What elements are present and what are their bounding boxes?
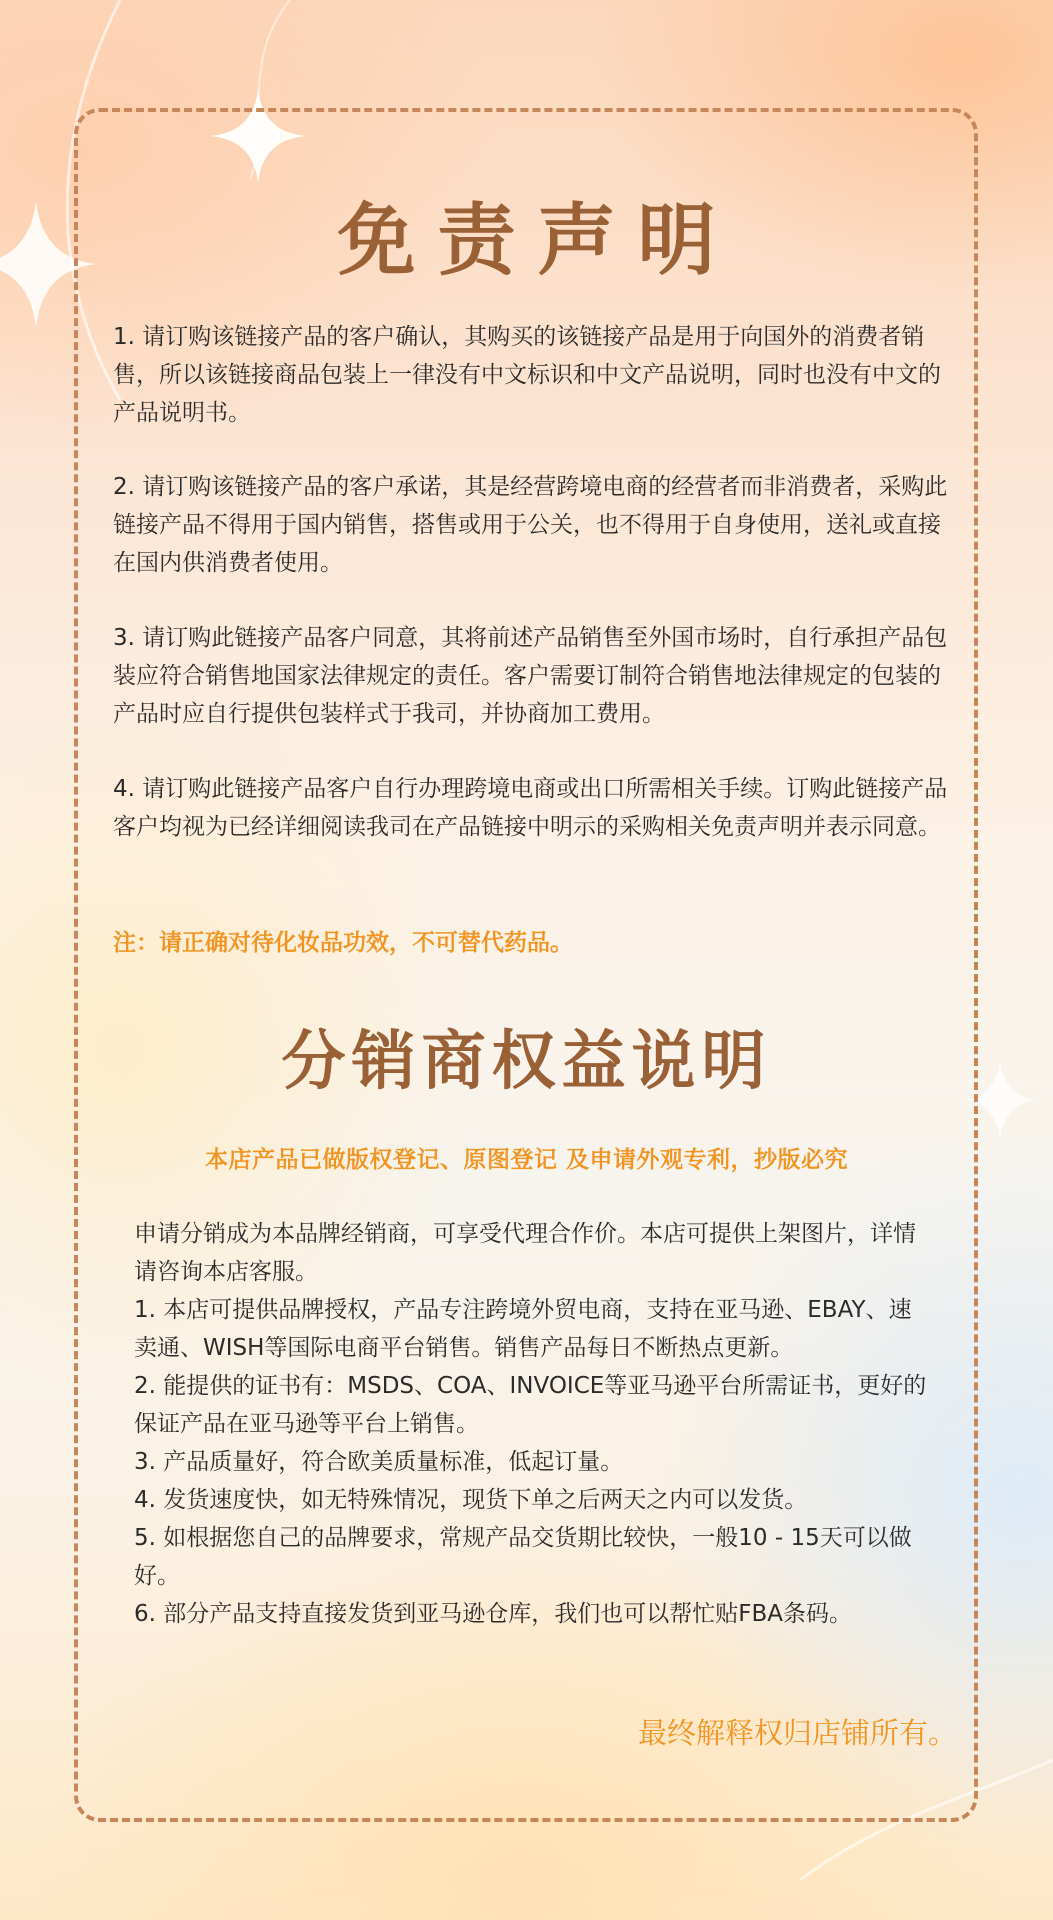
distributor-title: 分销商权益说明 (281, 1024, 772, 1099)
disclaimer-item-2: 2. 请订购该链接产品的客户承诺，其是经营跨境电商的经营者而非消费者，采购此链接产品不得用于国内销售，搭售或用于公关，也不得用于自身使用，送礼或直接在国内供消费者使用。 (113, 474, 948, 576)
distributor-item-4: 4. 发货速度快，如无特殊情况，现货下单之后两天之内可以发货。 (134, 1487, 808, 1513)
distributor-intro: 申请分销成为本品牌经销商，可享受代理合作价。本店可提供上架图片，详情请咨询本店客服。 (134, 1221, 916, 1285)
distributor-list (134, 1215, 934, 1633)
distributor-item-3: 3. 产品质量好，符合欧美质量标准，低起订量。 (134, 1449, 624, 1475)
distributor-item-2: 2. 能提供的证书有：MSDS、COA、INVOICE等亚马逊平台所需证书，更好的保证产品在亚马逊等平台上销售。 (134, 1373, 927, 1437)
disclaimer-item-1: 1. 请订购该链接产品的客户确认，其购买的该链接产品是用于向国外的消费者销售，所以该链接商品包装上一律没有中文标识和中文产品说明，同时也没有中文的产品说明书。 (113, 324, 941, 426)
disclaimer-title: 免责声明 (337, 195, 738, 286)
distributor-item-5: 5. 如根据您自己的品牌要求，常规产品交货期比较快，一般10 - 15天可以做好。 (134, 1525, 912, 1589)
copyright-banner: 本店产品已做版权登记、原图登记 及申请外观专利，抄版必究 (204, 1147, 848, 1173)
distributor-item-1: 1. 本店可提供品牌授权，产品专注跨境外贸电商，支持在亚马逊、EBAY、速卖通、WISH等国际电商平台销售。销售产品每日不断热点更新。 (134, 1297, 912, 1361)
cosmetics-note: 注：请正确对待化妆品功效，不可替代药品。 (113, 930, 573, 956)
disclaimer-item-4: 4. 请订购此链接产品客户自行办理跨境电商或出口所需相关手续。订购此链接产品客户均视为已经详细阅读我司在产品链接中明示的采购相关免责声明并表示同意。 (113, 776, 948, 840)
distributor-item-6: 6. 部分产品支持直接发货到亚马逊仓库，我们也可以帮忙贴FBA条码。 (134, 1601, 852, 1627)
disclaimer-item-3: 3. 请订购此链接产品客户同意，其将前述产品销售至外国市场时，自行承担产品包装应符合销售地国家法律规定的责任。客户需要订制符合销售地法律规定的包装的产品时应自行提供包装样式于我司，并协商加工费用。 (113, 625, 948, 727)
final-interpretation-note: 最终解释权归店铺所有。 (637, 1716, 957, 1750)
